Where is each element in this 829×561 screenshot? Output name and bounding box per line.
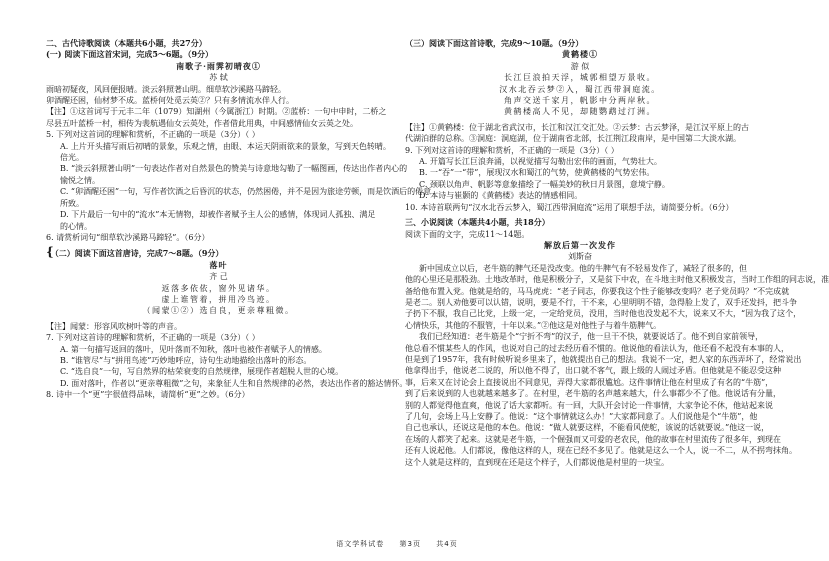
left-line bbox=[46, 389, 391, 400]
right-line bbox=[405, 297, 797, 308]
line-text: 【注】①黄鹤楼：位于湖北省武汉市，长江和汉江交汇处。②云梦：古云梦泽，是江汉平原上的古 bbox=[405, 122, 749, 132]
left-line bbox=[46, 344, 391, 355]
left-line bbox=[46, 186, 432, 197]
line-text: 10. 本诗首联两句“汉水北吞云梦入，蜀江西带洞庭流”运用了联想手法，请简要分析。（6分） bbox=[405, 202, 734, 212]
left-line bbox=[46, 221, 391, 232]
line-text: 6. 请赏析词句“细草软沙溪路马蹄轻”。（6分） bbox=[46, 232, 210, 242]
right-line bbox=[405, 400, 773, 411]
left-line bbox=[46, 378, 408, 389]
left-line bbox=[46, 209, 391, 220]
left-line bbox=[46, 260, 391, 271]
right-line bbox=[405, 308, 802, 319]
footer-subject: 语文学科试卷 bbox=[336, 540, 385, 548]
brace-mark: { bbox=[46, 245, 54, 260]
left-line bbox=[46, 38, 391, 49]
right-line bbox=[405, 240, 755, 251]
line-text: 的心情。 bbox=[60, 221, 92, 231]
right-line bbox=[405, 331, 764, 342]
line-text: 长江巨浪拍天浮，城郭相望万景收。 bbox=[504, 73, 656, 83]
line-text: 黄鹤楼① bbox=[562, 49, 598, 60]
line-text: 子扔下不服，我自己比党，上级一定，一定给党员，没用，当时他也没发起不大，说来又不大，“因为我了这个， bbox=[405, 309, 802, 319]
line-text: 三、小说阅读（本题共4小题，共18分） bbox=[405, 217, 550, 228]
line-text: 虚上谁管着，拼用冷鸟迹。 bbox=[161, 294, 276, 304]
line-text: （闻蒙①②）选自良，更亲尊粗微。 bbox=[142, 306, 295, 316]
right-line bbox=[405, 377, 774, 388]
line-text: 【注】①这首词写于元丰二年（1079）知湖州（今属浙江）时期。②蓝桥：一句中申时，二桥之 bbox=[46, 107, 387, 117]
right-line bbox=[405, 61, 755, 72]
left-line bbox=[46, 141, 391, 152]
left-line bbox=[46, 271, 391, 282]
line-text: B. “淡云斜照著山明”一句表达作者对自然景色的赞美与诗意地勾勒了一幅图画，传达出作者内心的 bbox=[60, 164, 408, 174]
line-text: 刘斯奋 bbox=[568, 252, 592, 262]
line-text: 但是到了1957年，我有时候听说乡里来了，他就提出自己的想法。我说不一定，把人家的东西弄坏了，经常说出 bbox=[405, 354, 802, 364]
left-line bbox=[46, 332, 391, 343]
right-line bbox=[405, 167, 755, 178]
right-line bbox=[405, 122, 755, 133]
right-line bbox=[405, 434, 781, 445]
right-line bbox=[405, 457, 755, 468]
line-text: 他的心里还是那股劲。土地改革时，他是积极分子，又是贫下中农，在斗地主时他又积极发言，当时工作组的同志说，准 bbox=[405, 275, 829, 285]
line-text: 8. 诗中一个“更”字很值得品味，请简析“更”之妙。（6分） bbox=[46, 390, 250, 400]
line-text: 苏 轼 bbox=[209, 73, 228, 83]
line-text: 雨暗初疑夜，风回便报晴。淡云斜照著山明。细草软沙溪路马蹄轻。 bbox=[46, 84, 286, 94]
line-text: 7. 下列对这首诗的理解和赏析，不正确的一项是（3分）（ ） bbox=[46, 333, 260, 343]
line-text: 角声交送千家月，帆影中分两岸秋。 bbox=[504, 96, 656, 106]
line-text: 还有人说起他。人们都说，像他这样的人，现在已经不多见了。他就是这么一个人，说一不二，从不拐弯抹角。 bbox=[405, 446, 797, 456]
left-line bbox=[46, 247, 391, 259]
line-text: 落叶 bbox=[209, 259, 228, 270]
line-text: 代湖泊群的总称。③洞庭：洞庭湖，位于湖南省北部，长江荆江段南岸，是中国第二大淡水湖。 bbox=[405, 134, 741, 144]
right-line bbox=[405, 217, 755, 228]
right-line bbox=[405, 84, 755, 95]
line-text: 在场的人都笑了起来。这就是老牛筋，一个倔强而又可爱的老农民，他的故事在村里流传了很多年，到现在 bbox=[405, 434, 781, 444]
line-text: C. 颈联以角声、帆影等意象描绘了一幅美妙的秋日月景图，意境宁静。 bbox=[419, 179, 670, 189]
line-text: 5. 下列对这首词的理解和赏析，不正确的一项是（3分）（ ） bbox=[46, 130, 260, 140]
line-text: B. “谁管尽”与“拼用鸟迹”巧妙地呼应，诗句生动地描绘出落叶的形态。 bbox=[60, 355, 312, 365]
line-text: （二）阅读下面这首唐诗，完成7～8题。（9分） bbox=[54, 248, 224, 259]
line-text: 别的人都觉得他直爽，他说了话大家都听。有一回，大队开会讨论一件事情，大家争论不休，他站起来说 bbox=[405, 400, 773, 410]
left-line bbox=[46, 294, 391, 305]
line-text: 事，后来又在讨论会上直接说出不同意见，弄得大家都很尴尬。这件事情让他在村里成了有名的“牛筋”， bbox=[405, 377, 774, 387]
left-line bbox=[46, 49, 391, 60]
right-line bbox=[405, 354, 802, 365]
footer-page: 第3页 bbox=[399, 540, 421, 548]
line-text: 二、古代诗歌阅读（本题共6小题，共27分） bbox=[46, 38, 207, 48]
line-text: 黄鹤楼高人不见，却随鹦鹉过汀洲。 bbox=[504, 107, 656, 117]
right-line bbox=[405, 445, 797, 456]
line-text: 自己也承认，还说这是他的本色。他说：“做人就要这样，不能看风使舵，该说的话就要说。”他这一说， bbox=[405, 423, 770, 433]
line-text: 尽县五叶蓝桥一村，相传为裴航遇仙女云英处，作者借此用典，中间感情仙女云英之处。 bbox=[46, 118, 358, 128]
left-line bbox=[46, 152, 391, 163]
line-text: A. 第一句描写返回的落叶，见叶落而不知秋，落叶也被作者赋予人的情感。 bbox=[60, 344, 327, 354]
left-line bbox=[46, 321, 391, 332]
line-text: 【注】闻蒙：形容风吹树叶等的声音。 bbox=[46, 321, 182, 331]
right-line bbox=[405, 49, 755, 60]
left-line bbox=[46, 118, 391, 129]
line-text: 备给他布置入党。他就是给的，马马虎虎：“老子同志，你要我这个性子能够改变吗？老子党员吗？”不完成就 bbox=[405, 286, 790, 296]
right-line bbox=[405, 263, 755, 274]
left-line bbox=[46, 232, 391, 243]
right-line bbox=[405, 251, 755, 262]
line-text: 我们已经知道：老牛筋是个“宁折不弯”的汉子，他一旦干不快，就要说话了。他不到自家前领导， bbox=[419, 332, 764, 342]
left-line bbox=[46, 95, 391, 106]
left-line bbox=[46, 61, 391, 72]
right-line bbox=[405, 274, 829, 285]
line-text: A. 上片开头描写雨后初晴的景象，乐观之情，由眼、本运天阴雨欲来的景象，写到天色转晴。 bbox=[60, 141, 391, 151]
line-text: 倍光。 bbox=[60, 153, 84, 163]
line-text: C. “卯酒醒还困”一句，写作者饮酒之后昏沉的状态，仍然困倦，并不是因为旅途劳顿，而是饮酒后的倦意 bbox=[60, 187, 432, 197]
line-text: C. “选自良”一句，写自然界的枯荣衰变的自然规律，展现作者超脱人世的心境。 bbox=[60, 367, 344, 377]
line-text: 齐 己 bbox=[209, 272, 228, 282]
left-line bbox=[46, 305, 391, 316]
right-line bbox=[405, 320, 755, 331]
line-text: （三）阅读下面这首诗歌，完成9～10题。（9分） bbox=[405, 38, 584, 48]
line-text: 所致。 bbox=[60, 198, 84, 208]
line-text: 心情快乐，其他的不服管，十年以来。”②他这是对他性子与着牛筋脾气。 bbox=[405, 320, 662, 330]
left-column bbox=[46, 38, 432, 401]
left-line bbox=[46, 175, 391, 186]
line-text: 9. 下列对这首诗的理解和赏析，不正确的一项是（3分）（ ） bbox=[405, 145, 619, 155]
line-text: 这个人就是这样的，直到现在还是这个样子，人们都说他是村里的一块宝。 bbox=[405, 457, 669, 467]
line-text: 愉悦之情。 bbox=[60, 175, 100, 185]
footer-total: 共4页 bbox=[436, 540, 458, 548]
line-text: 是老二。别人劝他要可以认错，说明，要是不行，干不来，心里明明不错，急得脸上发了，双手还发抖，把斗争 bbox=[405, 297, 797, 307]
left-line bbox=[46, 283, 391, 294]
right-line bbox=[405, 411, 758, 422]
line-text: 了几句，会场上马上安静了。他说：“这个事情就这么办！”大家都同意了。人们说他是个“牛筋”，他 bbox=[405, 412, 758, 421]
line-text: 南歌子·雨霁初晴夜① bbox=[176, 60, 261, 71]
line-text: 游 似 bbox=[570, 61, 590, 71]
line-text: D. 下片最后一句中的“流水”本无情物，却被作者赋予主人公的感情，体现词人孤独、满足 bbox=[60, 210, 376, 220]
line-text: 新中国成立以后，老牛筋的脾气还是没改变。他的牛脾气有不轻易发作了，减轻了很多的，但 bbox=[419, 263, 747, 273]
right-line bbox=[405, 190, 755, 201]
line-text: 阅读下面的文字，完成11～14题。 bbox=[405, 229, 530, 239]
line-text: B. 一“吞”一“带”，展现汉水和蜀江的气势，使黄鹤楼的气势宏伟。 bbox=[419, 168, 655, 178]
left-line bbox=[46, 355, 391, 366]
left-line bbox=[46, 72, 391, 83]
left-line bbox=[46, 163, 408, 174]
right-line bbox=[405, 145, 755, 156]
right-line bbox=[405, 229, 755, 240]
line-text: 到了后来说到的人也就越来越多了。在村里，老牛筋的名声越来越大，什么事都少不了他。他说话有分量， bbox=[405, 389, 781, 399]
line-text: 他总看不惯某些人的作风，也说对自己的过去经历看不惯的。他说他的看法认为，他还看不起没有本事的人， bbox=[405, 343, 789, 353]
line-text: (一) 阅读下面这首宋词，完成5～6题。（9分） bbox=[46, 49, 214, 60]
right-line bbox=[405, 95, 755, 106]
right-line bbox=[405, 286, 790, 297]
line-text: D. 面对落叶，作者以“更亲尊粗微”之句，来象征人生和自然规律的必然，表达出作者的豁达情怀。 bbox=[60, 378, 408, 388]
right-line bbox=[405, 133, 755, 144]
right-line bbox=[405, 422, 770, 433]
line-text: 他拿得出手，他说老二说的，所以他不得了，出口就不客气，跟上级的人闹过矛盾。但他就是不能忍受这种 bbox=[405, 366, 781, 376]
right-line bbox=[405, 38, 755, 49]
right-line bbox=[405, 202, 755, 213]
right-line bbox=[405, 72, 755, 83]
right-line bbox=[405, 365, 781, 376]
right-line bbox=[405, 106, 755, 117]
left-line bbox=[46, 129, 391, 140]
line-text: D. 本诗与崔颢的《黄鹤楼》表达的情感相同。 bbox=[419, 191, 583, 201]
right-line bbox=[405, 388, 781, 399]
left-line bbox=[46, 106, 391, 117]
line-text: 解放后第一次发作 bbox=[544, 239, 616, 250]
line-text: A. 开篇写长江巨浪奔涌，以视觉描写勾勒出宏伟的画面，气势壮大。 bbox=[419, 157, 662, 167]
right-line bbox=[405, 343, 789, 354]
left-line bbox=[46, 198, 391, 209]
line-text: 汉水北吞云梦②入，蜀江西带洞庭流。 bbox=[499, 84, 661, 94]
left-line bbox=[46, 84, 391, 95]
right-column bbox=[405, 38, 829, 468]
right-line bbox=[405, 156, 755, 167]
line-text: 卯酒醒还困，仙材梦不成。蓝桥何处觅云英②？只有多情流水伴人行。 bbox=[46, 96, 294, 106]
line-text: 返落多依依，窗外见诸华。 bbox=[161, 283, 276, 293]
right-line bbox=[405, 179, 755, 190]
left-line bbox=[46, 366, 391, 377]
page-footer bbox=[0, 539, 794, 550]
